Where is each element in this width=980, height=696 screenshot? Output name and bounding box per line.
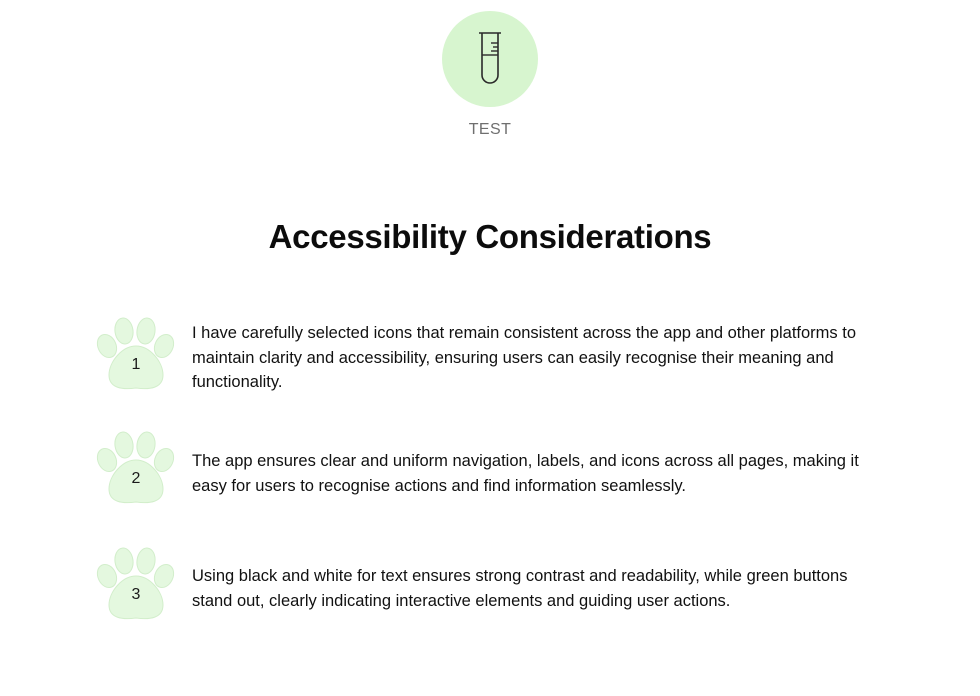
badge-label: TEST (468, 121, 512, 138)
test-badge (442, 11, 538, 107)
test-tube-icon (442, 11, 538, 107)
paw-number-badge (94, 430, 178, 506)
paw-icon (94, 316, 178, 392)
paw-number-badge (94, 316, 178, 392)
item-text: The app ensures clear and uniform navigation, labels, and icons across all pages, making it easy for users to recognise actions and find information seamlessly. (192, 452, 859, 495)
item-number: 1 (131, 356, 141, 373)
paw-icon (94, 430, 178, 506)
paw-icon (94, 546, 178, 622)
item-number: 2 (131, 470, 141, 487)
paw-number-badge (94, 546, 178, 622)
item-number: 3 (131, 586, 141, 603)
item-text: I have carefully selected icons that remain consistent across the app and other platforms to maintain clarity and accessibility, ensuring users can easily recognise their meaning and functionality. (192, 324, 857, 391)
item-text: Using black and white for text ensures strong contrast and readability, while green buttons stand out, clearly indicating interactive elements and guiding user actions. (192, 567, 848, 610)
page-title: Accessibility Considerations (268, 218, 712, 255)
